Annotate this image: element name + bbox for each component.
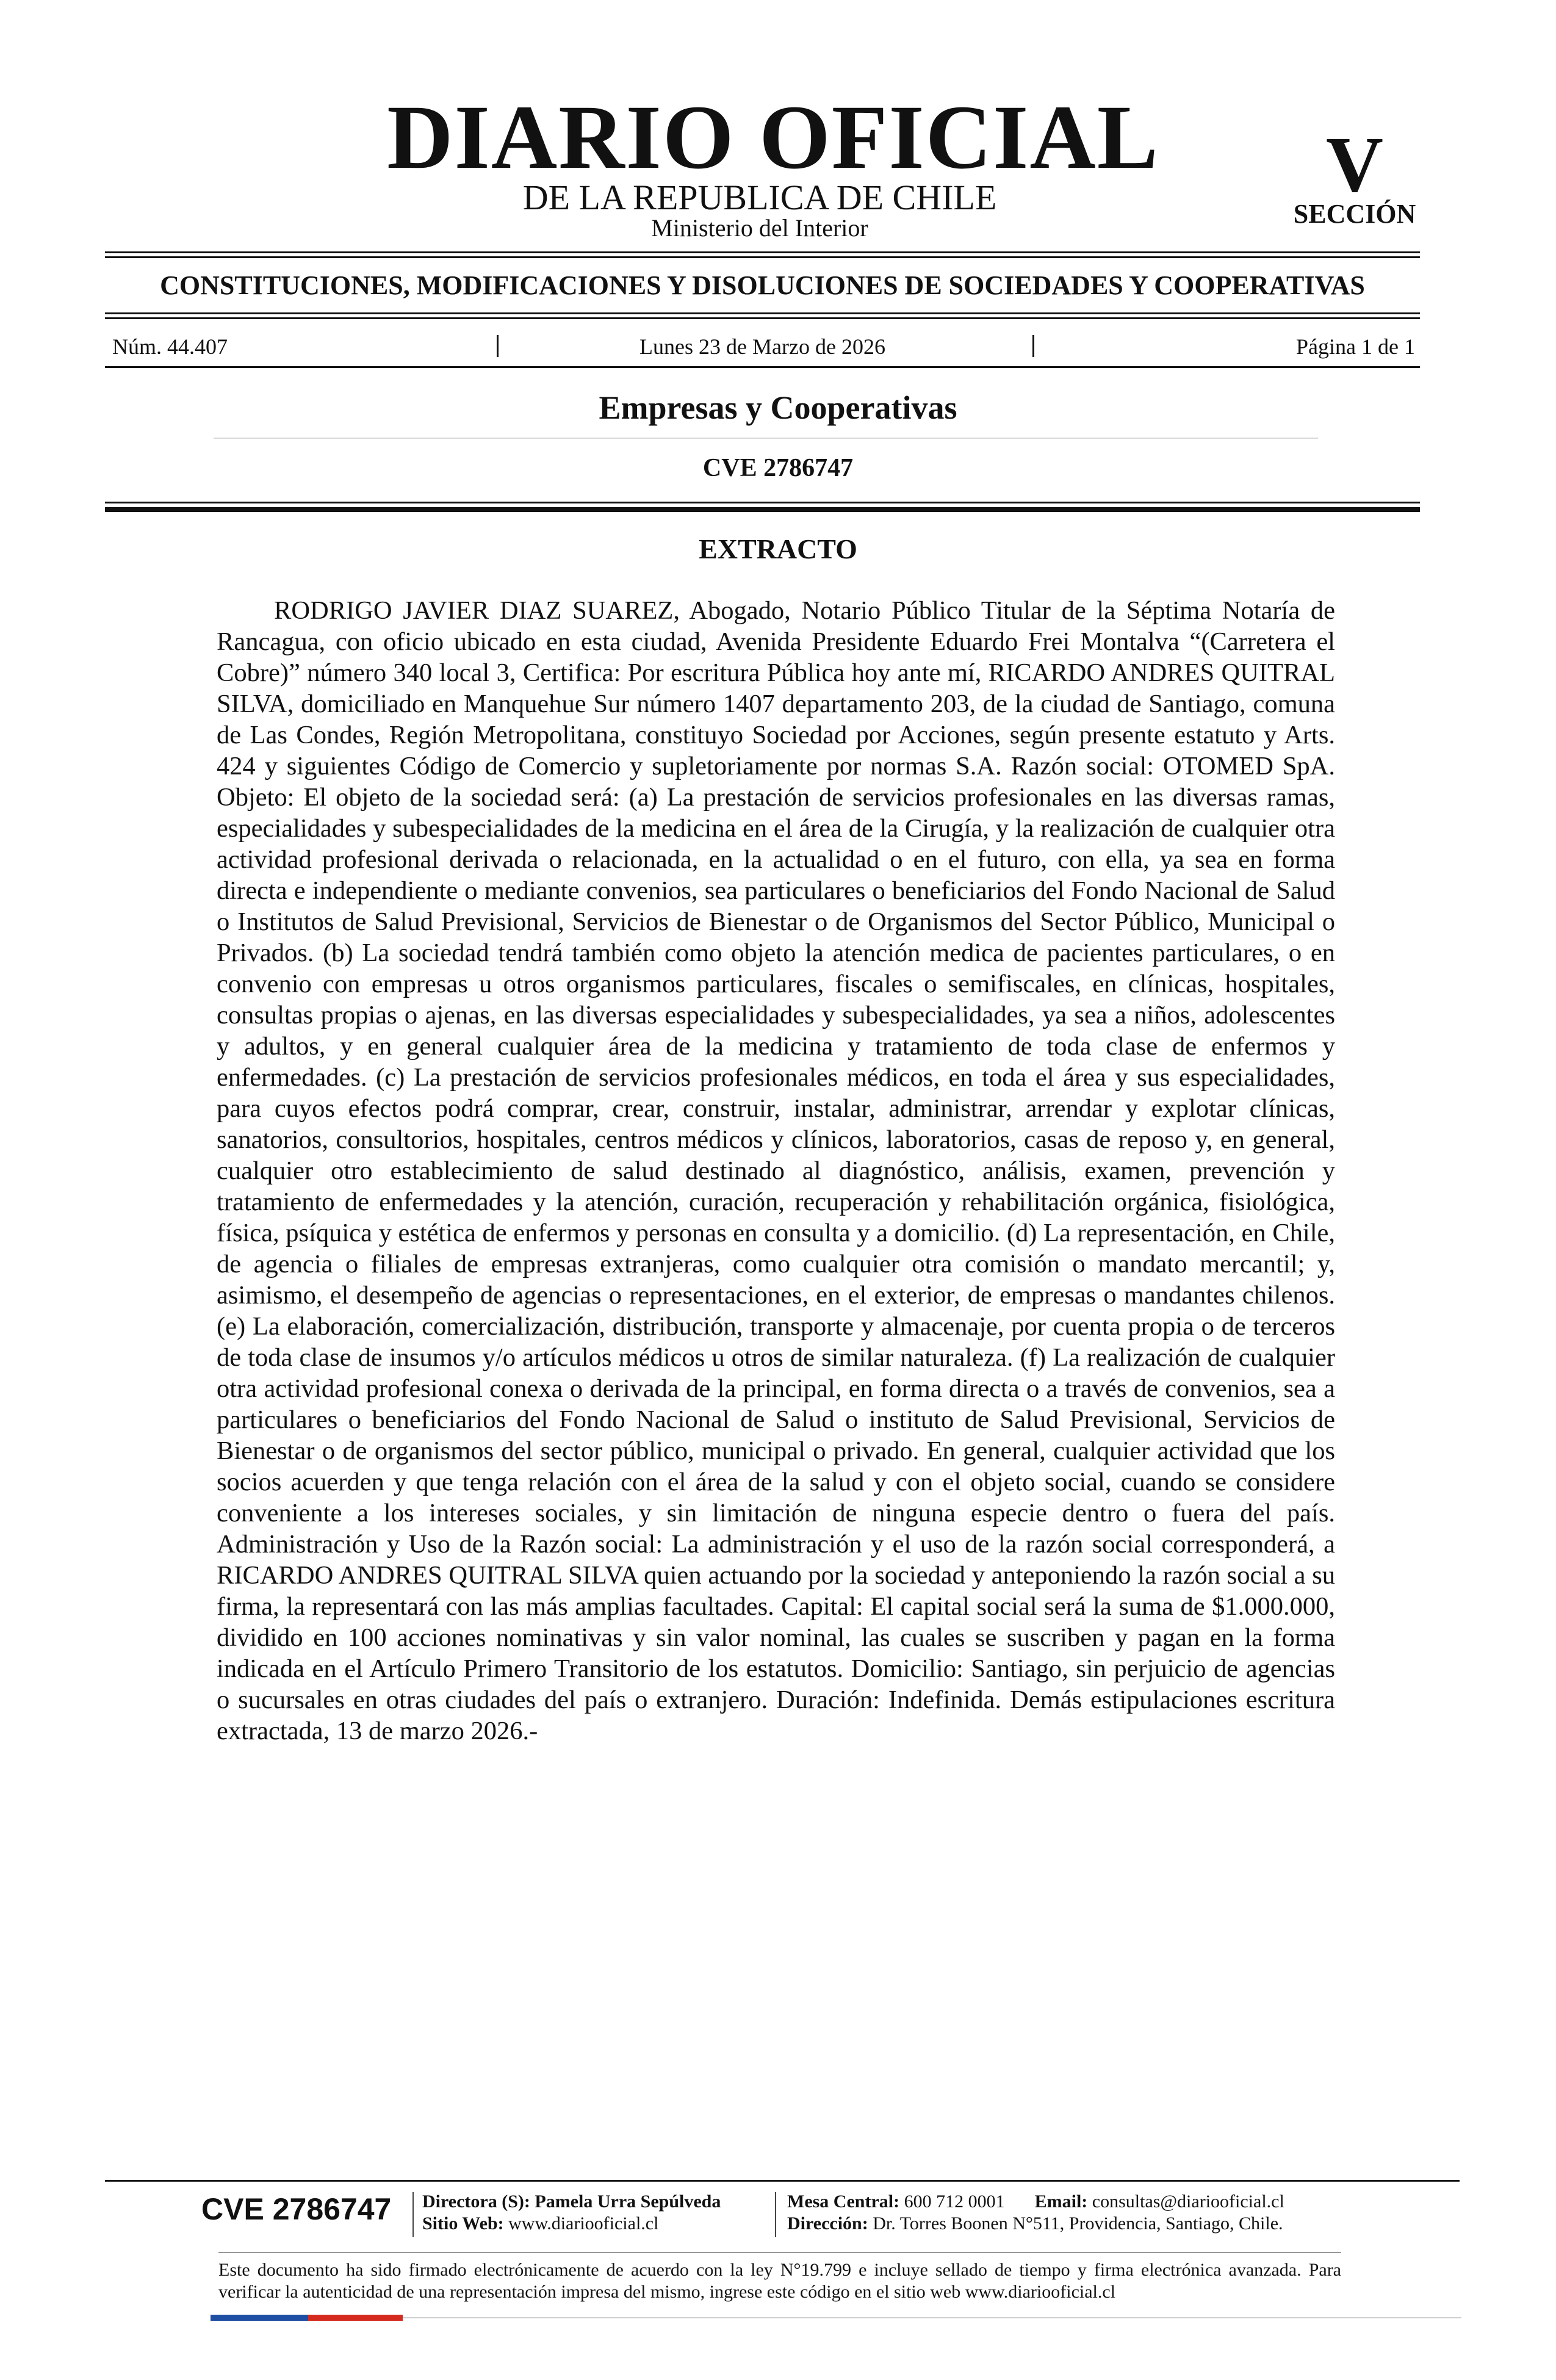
footer-contact-block <box>787 2191 1458 2235</box>
email-link[interactable]: consultas@diariooficial.cl <box>1092 2191 1284 2212</box>
director-name: Pamela Urra Sepúlveda <box>535 2191 721 2212</box>
phone-value: 600 712 0001 <box>904 2191 1005 2212</box>
category-divider <box>214 438 1318 439</box>
address-label: Dirección: <box>787 2213 868 2234</box>
footer-separator <box>775 2192 776 2237</box>
banner-bottom-rule <box>105 312 1420 314</box>
flag-stripe-red <box>308 2315 403 2321</box>
document-top-rule-thick <box>105 507 1420 512</box>
phone-label: Mesa Central: <box>787 2191 900 2212</box>
page-indicator: Página 1 de 1 <box>1296 334 1415 359</box>
masthead-ministry: Ministerio del Interior <box>651 214 868 242</box>
footer-note-divider <box>218 2252 1341 2253</box>
footer-cve-code: CVE 2786747 <box>201 2192 392 2226</box>
section-label: SECCIÓN <box>1293 199 1416 229</box>
website-label: Sitio Web: <box>422 2213 504 2234</box>
footer-signature-note: Este documento ha sido firmado electrónicamente de acuerdo con la ley N°19.799 e incluye sellado de tiempo y firma electrónica avanzada. Para verificar la autenticidad de una representación impresa del mismo, ingrese este código en el sitio web www.diariooficial.cl <box>218 2260 1341 2302</box>
address-value: Dr. Torres Boonen N°511, Providencia, Santiago, Chile. <box>873 2213 1283 2234</box>
section-banner: CONSTITUCIONES, MODIFICACIONES Y DISOLUCIONES DE SOCIEDADES Y COOPERATIVAS <box>160 270 1365 300</box>
flag-stripe-line <box>403 2317 1461 2318</box>
banner-top-rule-2 <box>105 256 1420 258</box>
banner-bottom-rule-2 <box>105 317 1420 319</box>
issue-date: Lunes 23 de Marzo de 2026 <box>639 334 885 359</box>
cve-code: CVE 2786747 <box>702 454 854 482</box>
document-body: RODRIGO JAVIER DIAZ SUAREZ, Abogado, Notario Público Titular de la Séptima Notaría de Rancagua, con oficio ubicado en esta ciudad, Avenida Presidente Eduardo Frei Montalva “(Carretera el Cobre)” número 340 local 3, Certifica: Por escritura Pública hoy ante mí, RICARDO ANDRES QUITRAL SILVA, domiciliado en Manquehue Sur número 1407 departamento 203, de la ciudad de Santiago, comuna de Las Condes, Región Metropolitana, constituyo Sociedad por Acciones, según presente estatuto y Arts. 424 y siguientes Código de Comercio y supletoriamente por normas S.A. Razón social: OTOMED SpA. Objeto: El objeto de la sociedad será: (a) La prestación de servicios profesionales en las diversas ramas, especialidades y subespecialidades de la medicina en el área de la Cirugía, y la realización de cualquier otra actividad profesional derivada o relacionada, en la actualidad o en el futuro, con ella, ya sea en forma directa e independiente o mediante convenios, sea particulares o beneficiarios del Fondo Nacional de Salud o Institutos de Salud Previsional, Servicios de Bienestar o de Organismos del Sector Público, Municipal o Privados. (b) La sociedad tendrá también como objeto la atención medica de pacientes particulares, o en convenio con empresas u otros organismos particulares, fiscales o semifiscales, en clínicas, hospitales, consultas propias o ajenas, en las diversas especialidades y subespecialidades, ya sea a niños, adolescentes y adultos, y en general cualquier área de la medicina y tratamiento de toda clase de enfermos y enfermedades. (c) La prestación de servicios profesionales médicos, en toda el área y sus especialidades, para cuyos efectos podrá comprar, crear, construir, instalar, administrar, arrendar y explotar clínicas, sanatorios, consultorios, hospitales, centros médicos y clínicos, laboratorios, casas de reposo y, en general, cualquier otro establecimiento de salud destinado al diagnóstico, análisis, examen, prevención y tratamiento de enfermedades y la atención, curación, recuperación y rehabilitación orgánica, fisiológica, física, psíquica y estética de enfermos y personas en consulta y a domicilio. (d) La representación, en Chile, de agencia o filiales de empresas extranjeras, como cualquier otra comisión o mandato mercantil; y, asimismo, el desempeño de agencias o representaciones, en el exterior, de empresas o mandantes chilenos. (e) La elaboración, comercialización, distribución, transporte y almacenaje, por cuenta propia o de terceros de toda clase de insumos y/o artículos médicos u otros de similar naturaleza. (f) La realización de cualquier otra actividad profesional conexa o derivada de la principal, en forma directa o a través de convenios, sea a particulares o beneficiarios del Fondo Nacional de Salud o instituto de Salud Previsional, Servicios de Bienestar o de organismos del sector público, municipal o privado. En general, cualquier actividad que los socios acuerden y que tenga relación con el área de la salud y con el objeto social, cuando se considere conveniente a los intereses sociales, y sin limitación de ninguna especie dentro o fuera del país. Administración y Uso de la Razón social: La administración y el uso de la razón social corresponderá, a RICARDO ANDRES QUITRAL SILVA quien actuando por la sociedad y anteponiendo la razón social a su firma, la representará con las más amplias facultades. Capital: El capital social será la suma de $1.000.000, dividido en 100 acciones nominativas y sin valor nominal, las cuales se suscriben y pagan en la forma indicada en el Artículo Primero Transitorio de los estatutos. Domicilio: Santiago, sin perjuicio de agencias o sucursales en otras ciudades del país o extranjero. Duración: Indefinida. Demás estipulaciones escritura extractada, 13 de marzo 2026.- <box>217 596 1335 1745</box>
document-heading: EXTRACTO <box>699 533 857 564</box>
flag-stripe-blue <box>211 2315 308 2321</box>
footer-director-block <box>422 2191 770 2235</box>
banner-top-rule <box>105 251 1420 253</box>
footer-rule <box>105 2180 1460 2182</box>
website-link[interactable]: www.diariooficial.cl <box>508 2213 659 2234</box>
issue-meta-row <box>105 331 1420 362</box>
footer-separator <box>412 2192 414 2237</box>
category-title: Empresas y Cooperativas <box>599 389 957 426</box>
meta-bottom-rule <box>105 366 1420 368</box>
document-top-rule <box>105 502 1420 503</box>
masthead-subtitle: DE LA REPUBLICA DE CHILE <box>522 178 997 217</box>
issue-number: Núm. 44.407 <box>112 334 228 359</box>
meta-separator <box>1032 335 1034 357</box>
director-label: Directora (S): <box>422 2191 530 2212</box>
section-letter: V <box>1326 121 1383 209</box>
masthead-title: DIARIO OFICIAL <box>387 87 1159 188</box>
email-label: Email: <box>1034 2191 1088 2212</box>
